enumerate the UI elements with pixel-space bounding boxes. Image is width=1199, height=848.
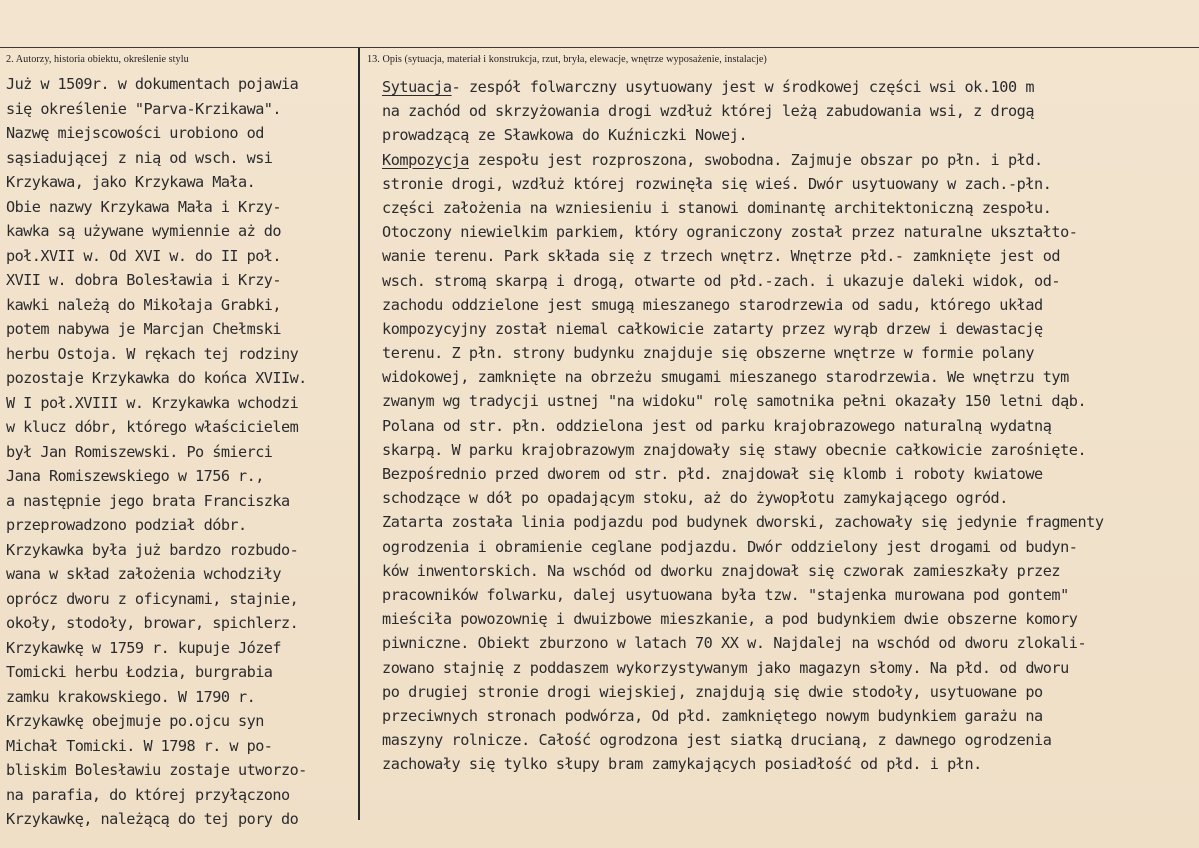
description-text: po drugiej stronie drogi wiejskiej, znajdują się dwie stodoły, usytuowane po — [382, 682, 1043, 701]
description-text: zespołu jest rozproszona, swobodna. Zajmuje obszar po płn. i płd. — [468, 150, 1043, 169]
description-text-line — [382, 728, 1197, 752]
history-text-line: pozostaje Krzykawka do końca XVIIw. — [6, 369, 307, 387]
description-text: stronie drogi, wzdłuż której rozwinęła się wieś. Dwór usytuowany w zach.-płn. — [382, 174, 1052, 193]
description-text: części założenia na wzniesieniu i stanowi dominantę architektoniczną zespołu. — [382, 198, 1052, 217]
description-text: wsch. stromą skarpą i drogą, otwarte od płd.-zach. i ukazuje daleki widok, od- — [382, 271, 1061, 290]
history-text-line: poł.XVII w. Od XVI w. do II poł. — [6, 246, 281, 265]
history-text-line: XVII w. dobra Bolesławia i Krzy- — [6, 271, 281, 289]
description-text: terenu. Z płn. strony budynku znajduje się obszerne wnętrze w formie polany — [382, 344, 1035, 363]
description-text-line — [382, 75, 1197, 99]
history-text-line: przeprowadzono podział dóbr. — [6, 516, 247, 534]
history-text-line: bliskim Bolesławiu zostaje utworzo- — [6, 761, 307, 779]
history-text-line: sąsiadującej z nią od wsch. wsi — [6, 148, 273, 167]
section-heading-word: Sytuacja — [382, 78, 452, 96]
description-text-line — [382, 559, 1197, 583]
description-text: kompozycyjny został niemal całkowicie zatarty przez wyrąb drzew i dewastację — [382, 319, 1043, 338]
history-text-line: Krzykawka była już bardzo rozbudo- — [6, 540, 299, 559]
description-text-line — [382, 535, 1197, 559]
description-text-line — [382, 269, 1197, 293]
description-text-line — [382, 607, 1197, 631]
history-text-line: kawki należą do Mikołaja Grabki, — [6, 295, 281, 314]
description-text-line — [382, 293, 1197, 317]
description-text: zwanym wg tradycji ustnej "na widoku" rolę samotnika pełni okazały 150 letni dąb. — [382, 392, 1087, 411]
description-text: wanie terenu. Park składa się z trzech wnętrz. Wnętrze płd.- zamknięte jest od — [382, 247, 1061, 266]
description-text-line — [382, 680, 1197, 704]
description-text: piwniczne. Obiekt zburzono w latach 70 XX w. Najdalej na wschód od dworu zlokali- — [382, 634, 1087, 653]
description-text-line — [382, 148, 1197, 172]
history-text-line: był Jan Romiszewski. Po śmierci — [6, 442, 273, 461]
history-text-line: się określenie "Parva-Krzikawa". — [6, 99, 281, 118]
left-column-header: 2. Autorzy, historia obiektu, określenie stylu — [6, 54, 189, 65]
description-text: zachowały się tylko słupy bram zamykających posiadłość od płd. i płn. — [382, 755, 982, 774]
description-text-line — [382, 486, 1197, 510]
right-column-header: 13. Opis (sytuacja, materiał i konstrukcja, rzut, bryła, elewacje, wnętrze wyposażenie, instalacje) — [367, 54, 767, 65]
history-text-line: Już w 1509r. w dokumentach pojawia — [6, 75, 299, 93]
description-text: zachodu oddzielone jest smugą mieszanego starodrzewia od sadu, którego układ — [382, 295, 1043, 314]
history-text-line: Nazwę miejscowości urobiono od — [6, 124, 264, 142]
history-text-line: potem nabywa je Marcjan Chełmski — [6, 320, 281, 338]
history-text-line: Krzykawkę, należącą do tej pory do — [6, 810, 299, 828]
description-text-column — [382, 75, 1197, 776]
description-text-line — [382, 196, 1197, 220]
description-text-line — [382, 123, 1197, 147]
history-text-line: kawka są używane wymiennie aż do — [6, 222, 281, 240]
history-text-line: Michał Tomicki. W 1798 r. w po- — [6, 736, 273, 755]
description-text: zowano stajnię z poddaszem wykorzystywanym jako magazyn słomy. Na płd. od dworu — [382, 658, 1069, 677]
description-text: widokowej, zamknięte na obrzeżu smugami mieszanego starodrzewia. We wnętrzu tym — [382, 368, 1069, 387]
history-text-line: herbu Ostoja. W rękach tej rodziny — [6, 344, 299, 363]
header-rule — [0, 47, 1199, 48]
description-text-line — [382, 341, 1197, 365]
description-text: maszyny rolnicze. Całość ogrodzona jest siatką drucianą, z dawnego ogrodzenia — [382, 731, 1052, 750]
description-text-line — [382, 583, 1197, 607]
history-text-line: na parafia, do której przyłączono — [6, 785, 290, 804]
description-text-line — [382, 414, 1197, 438]
history-text-line: okoły, stodoły, browar, spichlerz. — [6, 614, 299, 632]
description-text-line — [382, 462, 1197, 486]
description-text: Otoczony niewielkim parkiem, który ograniczony został przez naturalne ukształto- — [382, 223, 1078, 242]
description-text: Polana od str. płn. oddzielona jest od parku krajobrazowego naturalną wydatną — [382, 416, 1052, 435]
description-text-line — [382, 172, 1197, 196]
description-text-line — [382, 365, 1197, 389]
description-text-line — [382, 510, 1197, 534]
history-text-line: Krzykawkę obejmuje po.ojcu syn — [6, 712, 264, 730]
history-text-line: wana w skład założenia wchodziły — [6, 565, 281, 583]
description-text-line — [382, 220, 1197, 244]
description-text-line — [382, 389, 1197, 413]
history-text-column — [6, 72, 366, 832]
history-text-line: Krzykawkę w 1759 r. kupuje Józef — [6, 638, 281, 657]
description-text: - zespół folwarczny usytuowany jest w środkowej części wsi ok.100 m — [451, 78, 1035, 96]
description-text: Zatarta została linia podjazdu pod budynek dworski, zachowały się jedynie fragmenty — [382, 513, 1104, 532]
description-text-line — [382, 704, 1197, 728]
description-text: prowadzącą ze Sławkowa do Kuźniczki Nowej. — [382, 126, 748, 145]
description-text-line — [382, 438, 1197, 462]
description-text: ków inwentorskich. Na wschód od dworku znajdował się czworak zamieszkały przez — [382, 561, 1061, 580]
description-text-line — [382, 631, 1197, 655]
description-text-line — [382, 317, 1197, 341]
section-heading-word: Kompozycja — [382, 150, 469, 169]
description-text: schodzące w dół po opadającym stoku, aż do żywopłotu zamykającego ogród. — [382, 489, 1008, 508]
description-text: skarpą. W parku krajobrazowym znajdowały się stawy obecnie całkowicie zarośnięte. — [382, 440, 1087, 459]
history-text-line: Krzykawa, jako Krzykawa Mała. — [6, 173, 256, 191]
history-text-line: Jana Romiszewskiego w 1756 r., — [6, 467, 264, 485]
description-text: przeciwnych stronach podwórza, Od płd. zamkniętego nowym budynkiem garażu na — [382, 706, 1043, 725]
history-text-line: W I poł.XVIII w. Krzykawka wchodzi — [6, 393, 299, 412]
history-text-line: Obie nazwy Krzykawa Mała i Krzy- — [6, 197, 281, 216]
description-text-line — [382, 244, 1197, 268]
description-text: ogrodzenia i obramienie ceglane podjazdu. Dwór oddzielony jest drogami od budyn- — [382, 537, 1078, 556]
history-text-line: w klucz dóbr, którego właścicielem — [6, 418, 299, 436]
history-text-line: Tomicki herbu Łodzia, burgrabia — [6, 663, 273, 681]
description-text: Bezpośrednio przed dworem od str. płd. znajdował się klomb i roboty kwiatowe — [382, 465, 1043, 483]
description-text-line — [382, 656, 1197, 680]
description-text: pracowników folwarku, dalej usytuowana była tzw. "stajenka murowana pod gontem" — [382, 585, 1069, 604]
description-text: na zachód od skrzyżowania drogi wzdłuż której leżą zabudowania wsi, z drogą — [382, 102, 1035, 121]
description-text-line — [382, 752, 1197, 776]
description-text: mieściła powozownię i dwuizbowe mieszkanie, a pod budynkiem dwie obszerne komory — [382, 610, 1078, 629]
history-text-line: oprócz dworu z oficynami, stajnie, — [6, 589, 299, 608]
description-text-line — [382, 99, 1197, 123]
history-text-line: zamku krakowskiego. W 1790 r. — [6, 687, 256, 706]
history-text-line: a następnie jego brata Franciszka — [6, 491, 290, 510]
